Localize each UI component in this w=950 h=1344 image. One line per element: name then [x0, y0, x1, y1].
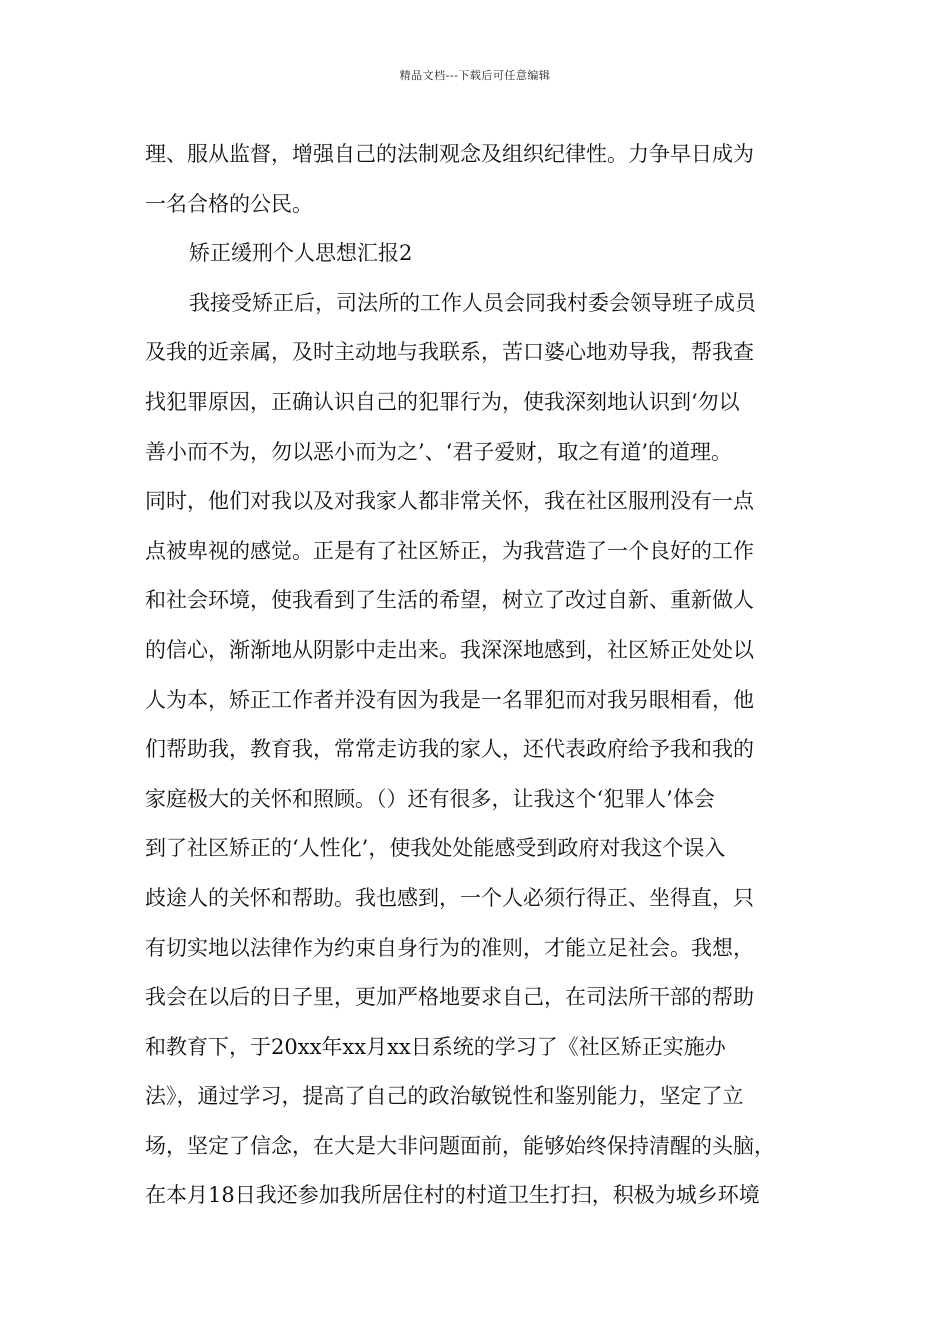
text-line: 到了社区矫正的‘人性化’，使我处处能感受到政府对我这个误入: [145, 836, 726, 861]
text-line: 理、服从监督，增强自己的法制观念及组织纪律性。力争早日成为: [145, 142, 754, 166]
text-line: 和教育下，于20xx年xx月xx日系统的学习了《社区矫正实施办: [145, 1034, 726, 1059]
text-line: 歧途人的关怀和帮助。我也感到，一个人必须行得正、坐得直，只: [145, 885, 754, 910]
text-line: 们帮助我，教育我，常常走访我的家人，还代表政府给予我和我的: [145, 737, 754, 762]
text-line: 的信心，渐渐地从阴影中走出来。我深深地感到，社区矫正处处以: [145, 637, 754, 662]
text-line: 及我的近亲属，及时主动地与我联系，苦口婆心地劝导我，帮我查: [145, 340, 754, 365]
text-line: 一名合格的公民。: [145, 191, 313, 216]
text-line: 在本月18日我还参加我所居住村的村道卫生打扫，积极为城乡环境: [145, 1183, 760, 1208]
text-line: 法》，通过学习，提高了自己的政治敏锐性和鉴别能力，坚定了立: [145, 1084, 744, 1109]
text-line: 我接受矫正后，司法所的工作人员会同我村委会领导班子成员: [189, 290, 756, 315]
text-line: 我会在以后的日子里，更加严格地要求自己，在司法所干部的帮助: [145, 985, 754, 1010]
document-body: [145, 130, 825, 1221]
text-line: 人为本，矫正工作者并没有因为我是一名罪犯而对我另眼相看，他: [145, 687, 754, 712]
text-line: 点被卑视的感觉。正是有了社区矫正，为我营造了一个良好的工作: [145, 538, 754, 563]
text-line: 场，坚定了信念，在大是大非问题面前，能够始终保持清醒的头脑，: [145, 1133, 775, 1158]
section-title: 矫正缓刑个人思想汇报2: [189, 241, 413, 266]
text-line: 同时，他们对我以及对我家人都非常关怀，我在社区服刑没有一点: [145, 489, 754, 514]
text-line: 找犯罪原因，正确认识自己的犯罪行为，使我深刻地认识到‘勿以: [145, 389, 740, 414]
page-header: 精品文档---下载后可任意编辑: [399, 69, 551, 82]
text-line: 善小而不为，勿以恶小而为之’、‘君子爱财，取之有道’的道理。: [145, 439, 733, 464]
text-line: 家庭极大的关怀和照顾。（）还有很多，让我这个‘犯罪人’体会: [145, 786, 715, 811]
text-line: 有切实地以法律作为约束自身行为的准则，才能立足社会。我想，: [145, 935, 754, 960]
text-line: 和社会环境，使我看到了生活的希望，树立了改过自新、重新做人: [145, 588, 754, 613]
